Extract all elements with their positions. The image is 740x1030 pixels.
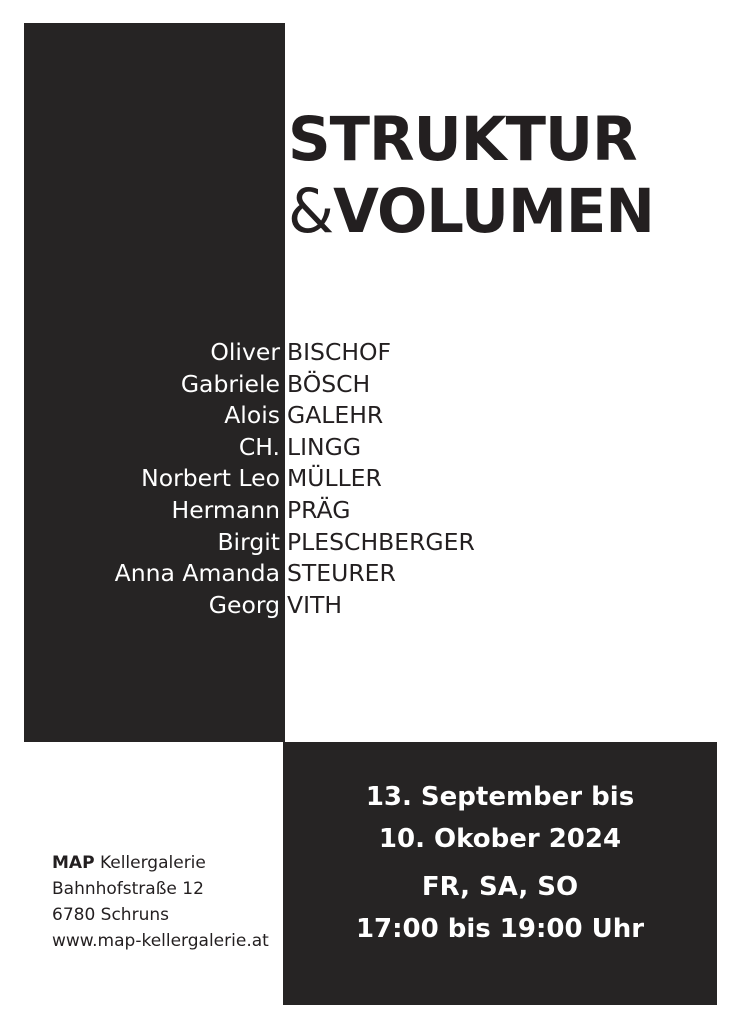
date-range-end: 10. Okober 2024 <box>378 824 622 854</box>
artist-list <box>24 337 524 621</box>
artist-first-name: CH. <box>238 432 280 461</box>
artist-row <box>24 527 524 559</box>
artist-first-name: Birgit <box>217 527 280 556</box>
opening-hours: 17:00 bis 19:00 Uhr <box>355 914 645 944</box>
artist-row <box>24 495 524 527</box>
artist-last-name: PLESCHBERGER <box>287 527 475 556</box>
artist-row <box>24 463 524 495</box>
artist-first-name: Oliver <box>210 338 280 366</box>
artist-first-name: Georg <box>208 590 280 619</box>
venue-name-line <box>52 850 269 876</box>
title-ampersand: & <box>288 176 334 247</box>
artist-last-name: BISCHOF <box>287 338 392 366</box>
artist-last-name: BÖSCH <box>287 369 371 398</box>
artist-row <box>24 400 524 432</box>
artist-first-name: Gabriele <box>180 369 280 398</box>
artist-last-name: GALEHR <box>287 401 384 430</box>
venue-address <box>52 850 269 954</box>
artist-last-name: LINGG <box>287 432 362 461</box>
venue-city: 6780 Schruns <box>52 905 169 925</box>
artist-first-name: Anna Amanda <box>114 559 280 588</box>
exhibition-title <box>288 104 728 248</box>
artist-last-name: VITH <box>287 590 343 619</box>
artist-row <box>24 337 524 369</box>
date-range-start: 13. September bis <box>365 782 635 812</box>
title-line-1: STRUKTUR <box>288 104 637 175</box>
artist-first-name: Alois <box>224 401 280 430</box>
title-line-2 <box>288 176 715 248</box>
venue-street: Bahnhofstraße 12 <box>52 879 204 899</box>
artist-first-name: Norbert Leo <box>141 464 280 493</box>
artist-first-name: Hermann <box>171 495 280 524</box>
venue-name: Kellergalerie <box>94 853 206 873</box>
artist-row <box>24 558 524 590</box>
artist-row <box>24 369 524 401</box>
venue-website[interactable]: www.map-kellergalerie.at <box>52 931 269 951</box>
artist-row <box>24 590 524 622</box>
artist-last-name: MÜLLER <box>287 464 382 493</box>
artist-last-name: PRÄG <box>287 495 351 524</box>
exhibition-dates <box>283 776 717 950</box>
artist-last-name: STEURER <box>287 559 396 588</box>
title-volumen: VOLUMEN <box>333 176 654 247</box>
artist-row <box>24 432 524 464</box>
opening-days: FR, SA, SO <box>421 872 579 902</box>
venue-brand: MAP <box>52 853 95 873</box>
